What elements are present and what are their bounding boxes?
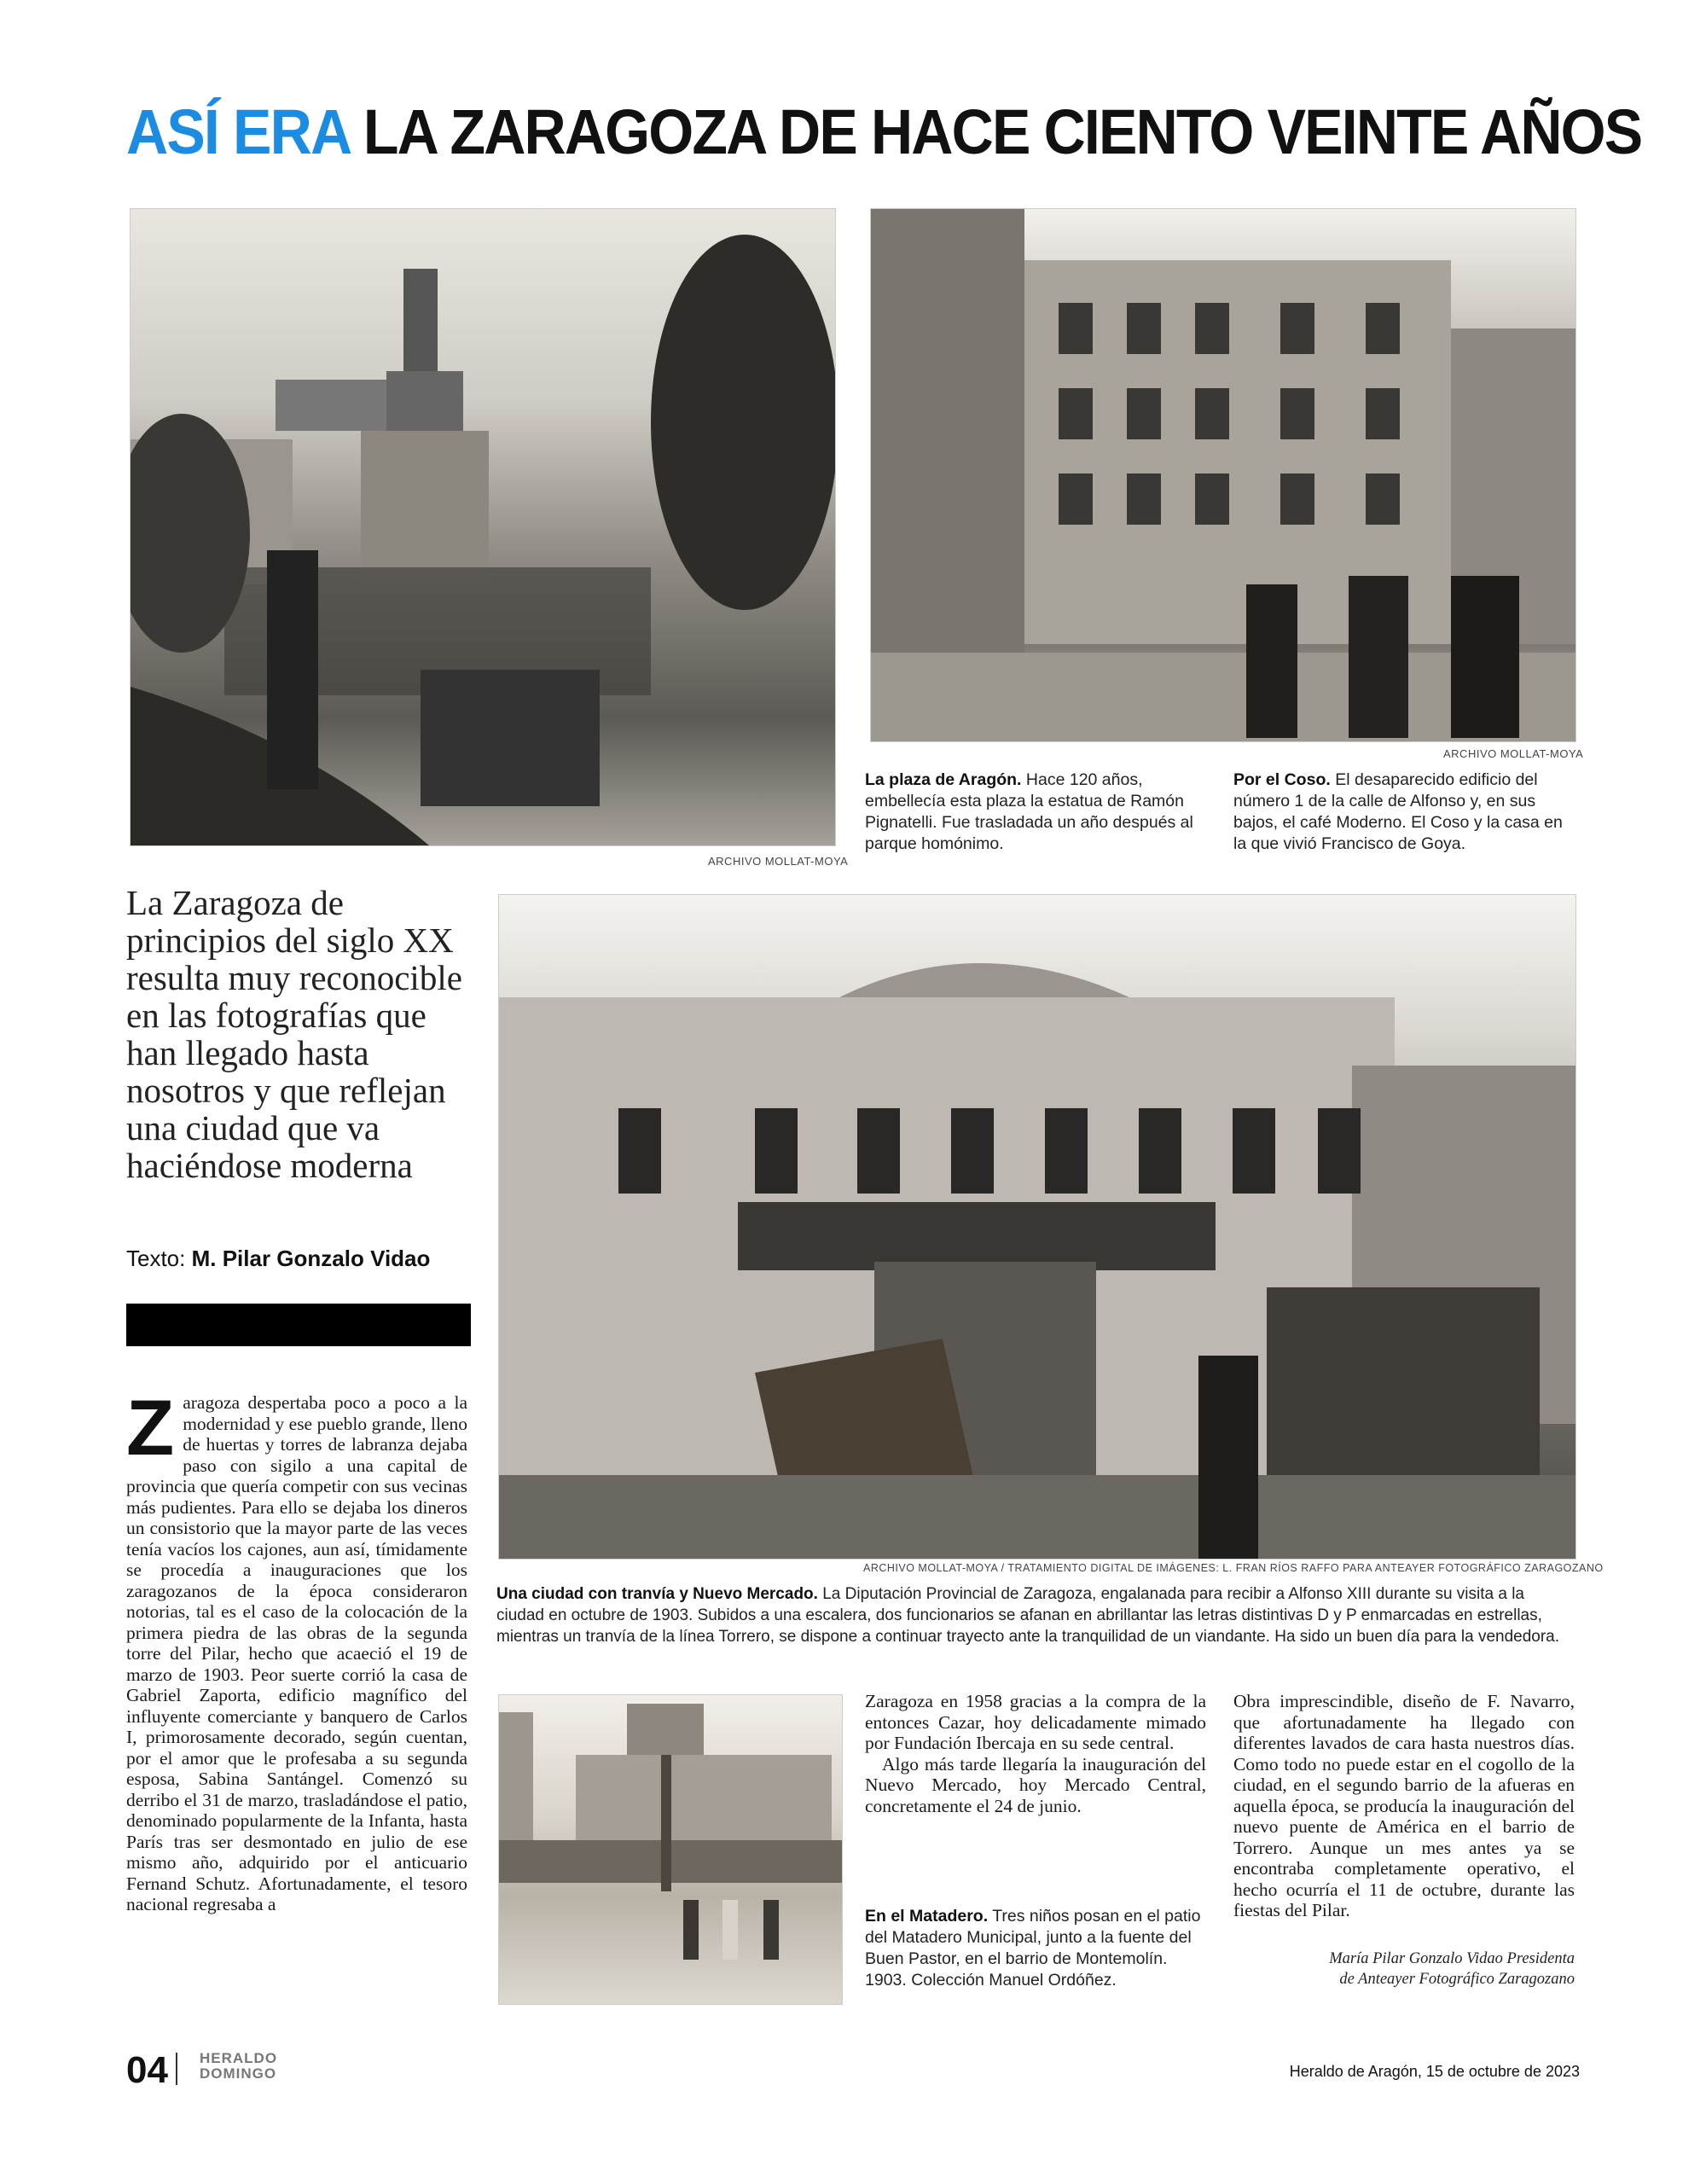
signature-line-1: María Pilar Gonzalo Vidao Presidenta	[1329, 1950, 1575, 1967]
signature-line-2: de Anteayer Fotográfico Zaragozano	[1339, 1971, 1575, 1988]
body-col1-text: aragoza despertaba poco a poco a la modernidad y ese pueblo grande, lleno de huertas y torres de labranza dejaba paso con sigilo a una capital de provincia que quería competir con sus vecinas más pudientes. Para ello se dejaba los dineros un consistorio que la mayor parte de las veces tenía vacíos los cajones, aun así, tímidamente se procedía a inauguraciones que los zaragozanos de la época consideraron notorias, tal es el caso de la colocación de la primera piedra de las obras de la segunda torre del Pilar, hecho que acaeció el 19 de marzo de 1903. Peor suerte corrió la casa de Gabriel Zaporta, edificio magnífico del influyente comerciante y banquero de Carlos I, primorosamente decorado, según cuentan, por el amor que le profesaba a su segunda esposa, Sabina Santángel. Comenzó su derribo el 31 de marzo, trasladándose el patio, denominado popularmente de la Infanta, hasta París tras ser desmontado en julio de ese mismo año, adquirido por el anticuario Fernand Schutz. Afortunadamente, el tesoro nacional regresaba a	[126, 1392, 467, 1914]
signature	[1233, 1949, 1575, 1989]
photo-matadero	[498, 1694, 843, 2005]
caption-plaza-title: La plaza de Aragón.	[865, 770, 1022, 789]
caption-plaza-aragon	[865, 770, 1206, 855]
photo-plaza-aragon	[130, 208, 836, 846]
caption-diputacion-title: Una ciudad con tranvía y Nuevo Mercado.	[496, 1585, 818, 1603]
byline-label: Texto:	[126, 1246, 186, 1271]
intro-standfirst: La Zaragoza de principios del siglo XX resulta muy reconocible en las fotografías que han llegado hasta nosotros y que reflejan una ciudad que va haciéndose moderna	[126, 883, 462, 1185]
photo-coso	[870, 208, 1576, 742]
caption-coso	[1233, 770, 1575, 855]
brand-line-1: HERALDO	[200, 2050, 278, 2066]
footer-date: Heraldo de Aragón, 15 de octubre de 2023	[1289, 2063, 1580, 2080]
dropcap: Z	[126, 1385, 175, 1472]
caption-matadero	[865, 1906, 1206, 1991]
photo-credit-coso: ARCHIVO MOLLAT-MOYA	[1443, 747, 1584, 760]
page-headline	[126, 96, 1641, 168]
black-bar	[126, 1304, 471, 1346]
body-col2-para2: Algo más tarde llegaría la inauguración del Nuevo Mercado, hoy Mercado Central, concretamente el 24 de junio.	[865, 1753, 1206, 1816]
caption-diputacion-text: La Diputación Provincial de Zaragoza, engalanada para recibir a Alfonso XIII durante su visita a la ciudad en octubre de 1903. Subidos a una escalera, dos funcionarios se afanan en abrillantar las letras distintivas D y P enmarcadas en estrellas, mientras un tranvía de la línea Torrero, se dispone a continuar trayecto ante la tranquilidad de un viandante. Ha sido un buen día para la vendedora.	[496, 1585, 1560, 1646]
photo-credit-plaza: ARCHIVO MOLLAT-MOYA	[708, 855, 849, 868]
caption-matadero-text: Tres niños posan en el patio del Matadero Municipal, junto a la fuente del Buen Pastor, en el barrio de Montemolín. 1903. Colección Manuel Ordóñez.	[865, 1907, 1201, 1989]
body-column-3: Obra imprescindible, diseño de F. Navarro, que afortunadamente ha llegado con diferentes lavados de cara hasta nuestros días. Como todo no puede estar en el cogollo de la ciudad, en el segundo barrio de la afueras en aquella época, se producía la inauguración del nuevo puente de América en el barrio de Torrero. Aunque un mes antes ya se encontraba completamente operativo, el hecho ocurría el 11 de octubre, durante las fiestas del Pilar.	[1233, 1691, 1575, 1920]
brand-line-2: DOMINGO	[200, 2065, 277, 2082]
body-col2-para1: Zaragoza en 1958 gracias a la compra de la entonces Cazar, hoy delicadamente mimado por Fundación Ibercaja en su sede central.	[865, 1691, 1206, 1753]
caption-matadero-title: En el Matadero.	[865, 1907, 989, 1926]
headline-kicker: ASÍ ERA	[126, 96, 349, 167]
photo-diputacion	[498, 894, 1576, 1560]
footer-brand-logo	[200, 2051, 277, 2082]
body-column-2	[865, 1691, 1206, 1816]
byline	[126, 1246, 430, 1272]
photo-credit-diputacion: ARCHIVO MOLLAT-MOYA / TRATAMIENTO DIGITAL DE IMÁGENES: L. FRAN RÍOS RAFFO PARA ANTEAYER FOTOGRÁFICO ZARAGOZANO	[863, 1562, 1604, 1574]
body-column-1	[126, 1385, 467, 1915]
caption-coso-text: El desaparecido edificio del número 1 de la calle de Alfonso y, en sus bajos, el café Moderno. El Coso y la casa en la que vivió Francisco de Goya.	[1233, 770, 1563, 853]
byline-author: M. Pilar Gonzalo Vidao	[191, 1246, 431, 1271]
headline-title: LA ZARAGOZA DE HACE CIENTO VEINTE AÑOS	[363, 96, 1642, 167]
caption-plaza-text: Hace 120 años, embellecía esta plaza la estatua de Ramón Pignatelli. Fue trasladada un año después al parque homónimo.	[865, 770, 1193, 853]
footer-separator	[176, 2053, 177, 2085]
caption-coso-title: Por el Coso.	[1233, 770, 1331, 789]
page-number: 04	[126, 2049, 168, 2091]
caption-diputacion	[496, 1583, 1575, 1647]
